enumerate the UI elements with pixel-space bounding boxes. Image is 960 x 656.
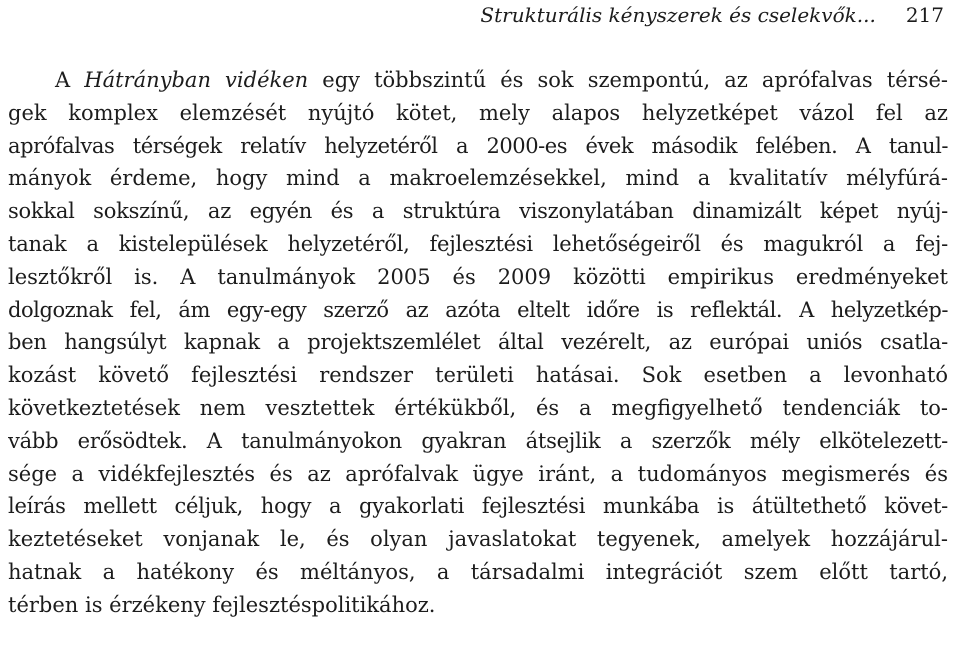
text-line-5: sokkal sokszínű, az egyén és a struktúra viszonylatában dinamizált képet nyúj- bbox=[8, 199, 948, 224]
text-line-10: kozást követő fejlesztési rendszer területi hatásai. Sok esetben a levonható bbox=[8, 363, 948, 388]
text-line-2: gek komplex elemzését nyújtó kötet, mely alapos helyzetképet vázol fel az bbox=[8, 100, 948, 125]
text-line-8: dolgoznak fel, ám egy-egy szerző az azóta eltelt időre is reflektál. A helyzetkép- bbox=[8, 297, 948, 322]
text-line-4: mányok érdeme, hogy mind a makroelemzésekkel, mind a kvalitatív mélyfúrá- bbox=[8, 166, 948, 191]
text-line-7: lesztőkről is. A tanulmányok 2005 és 2009 közötti empirikus eredményeket bbox=[8, 264, 948, 289]
text-line-12: vább erősödtek. A tanulmányokon gyakran átsejlik a szerzők mély elkötelezett- bbox=[8, 428, 948, 453]
text-line-3: aprófalvas térségek relatív helyzetéről a 2000-es évek második felében. A tanul- bbox=[8, 133, 948, 158]
text-line-17: térben is érzékeny fejlesztéspolitikához. bbox=[8, 592, 436, 617]
running-header bbox=[0, 2, 944, 28]
running-title: Strukturális kényszerek és cselekvők... bbox=[480, 3, 876, 27]
text-line-11: következtetések nem vesztettek értékükből, és a megfigyelhető tendenciák to- bbox=[8, 395, 948, 420]
page-number: 217 bbox=[905, 3, 944, 27]
text-line-16: hatnak a hatékony és méltányos, a társadalmi integrációt szem előtt tartó, bbox=[8, 559, 948, 584]
text-line-1: A Hátrányban vidéken egy többszintű és sok szempontú, az aprófalvas térsé- bbox=[55, 68, 948, 92]
emphasized-book-title: Hátrányban vidéken bbox=[84, 68, 309, 92]
text-line-6: tanak a kistelepülések helyzetéről, fejlesztési lehetőségeiről és magukról a fej- bbox=[8, 231, 948, 256]
text-line-14: leírás mellett céljuk, hogy a gyakorlati fejlesztési munkába is átültethető követ- bbox=[8, 494, 948, 519]
body-paragraph bbox=[8, 64, 948, 622]
text-line-13: sége a vidékfejlesztés és az aprófalvak ügye iránt, a tudományos megismerés és bbox=[8, 461, 948, 486]
text-line-15: keztetéseket vonjanak le, és olyan javaslatokat tegyenek, amelyek hozzájárul- bbox=[8, 527, 948, 552]
text-line-9: ben hangsúlyt kapnak a projektszemlélet által vezérelt, az európai uniós csatla- bbox=[8, 330, 948, 355]
